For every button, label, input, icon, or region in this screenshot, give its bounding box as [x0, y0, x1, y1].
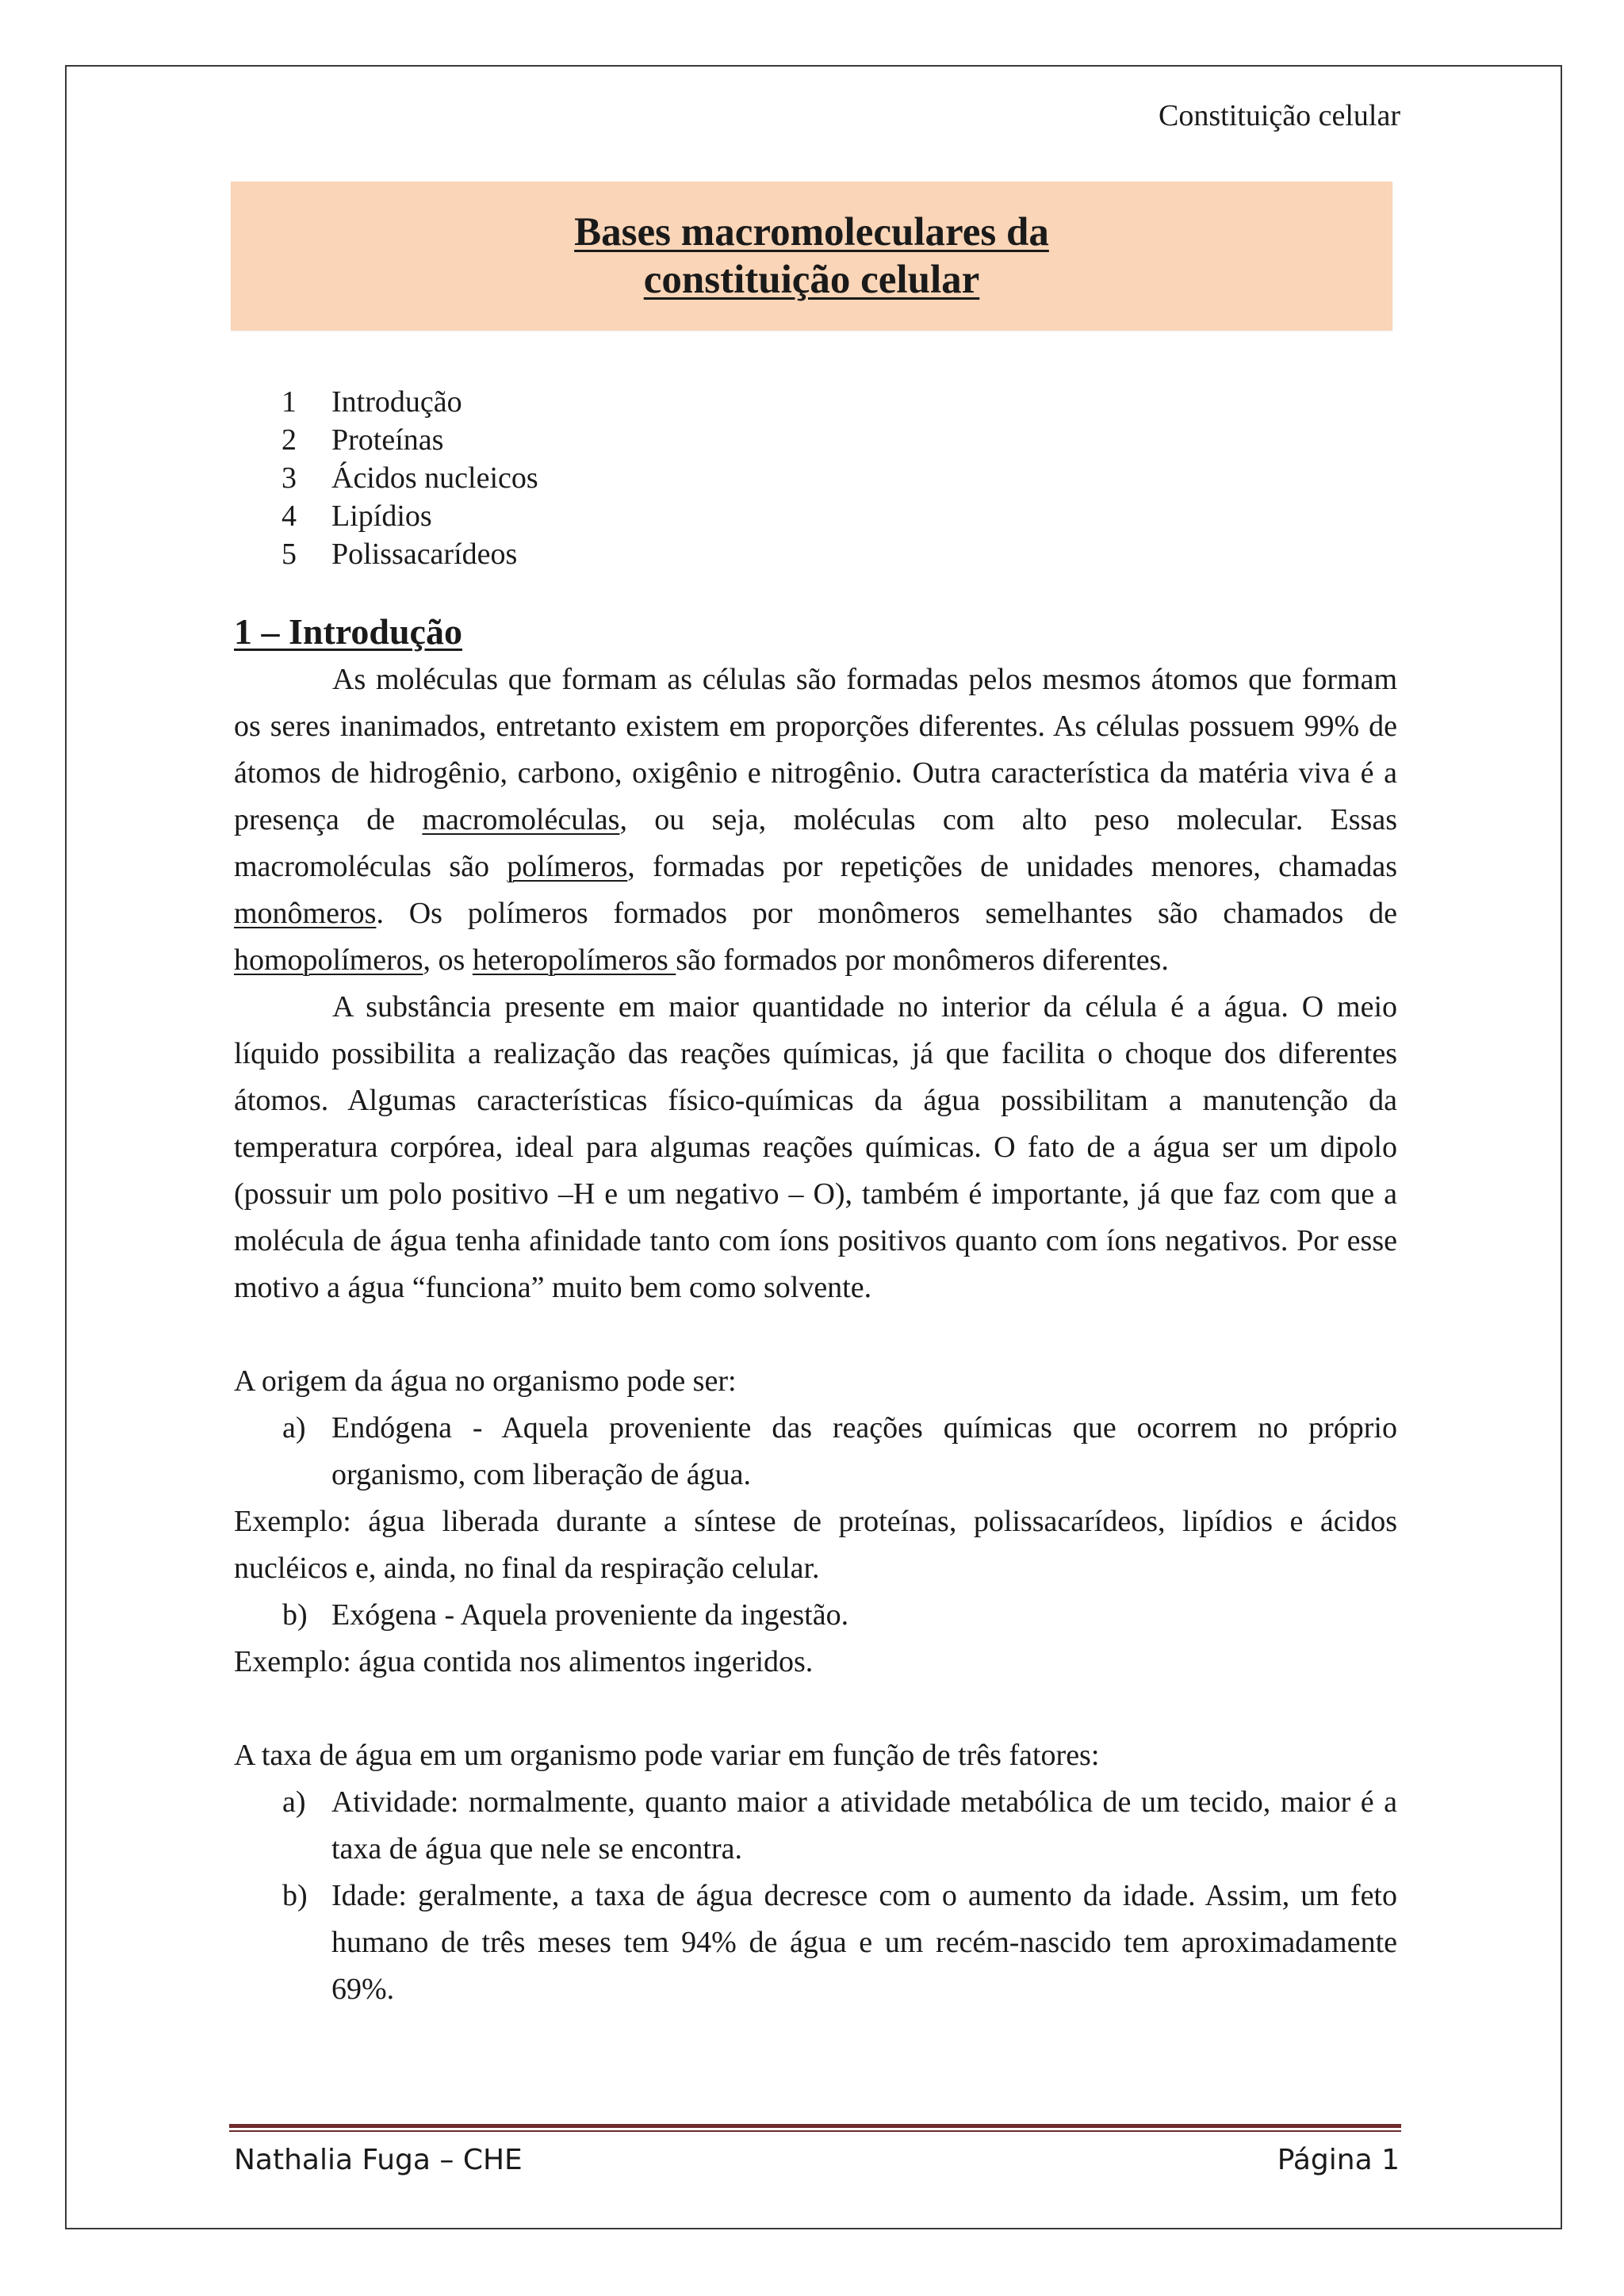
term-macromoleculas: macromoléculas	[422, 803, 620, 836]
spacer	[234, 1686, 1397, 1732]
toc-item	[282, 497, 538, 535]
toc-item	[282, 421, 538, 459]
text-run: , formadas por repetições de unidades menores, chamadas	[627, 850, 1397, 883]
list-marker: b)	[282, 1598, 308, 1632]
list-item	[234, 1405, 1397, 1498]
term-polimeros: polímeros	[507, 850, 628, 883]
term-heteropolimeros: heteropolímeros	[472, 943, 676, 977]
list-item	[234, 1779, 1397, 1873]
origin-endogenous: Endógena - Aquela proveniente das reações químicas que ocorrem no próprio organismo, com liberação de água.	[331, 1411, 1397, 1491]
term-monomeros: monômeros	[234, 897, 377, 930]
toc-number: 1	[282, 385, 297, 419]
rate-intro: A taxa de água em um organismo pode variar em função de três fatores:	[234, 1739, 1100, 1772]
footer-divider	[229, 2124, 1401, 2132]
toc-label: Polissacarídeos	[331, 538, 518, 571]
origin-intro: A origem da água no organismo pode ser:	[234, 1364, 737, 1398]
origin-exogenous: Exógena - Aquela proveniente da ingestão.	[331, 1598, 849, 1632]
toc-item	[282, 535, 538, 573]
list-marker: a)	[282, 1411, 306, 1445]
toc-label: Proteínas	[331, 423, 444, 457]
list-marker: a)	[282, 1785, 306, 1819]
origin-a-example: Exemplo: água liberada durante a síntese de proteínas, polissacarídeos, lipídios e ácidos nucléicos e, ainda, no final da respiração celular.	[234, 1505, 1397, 1585]
intro-paragraph-2: A substância presente em maior quantidade no interior da célula é a água. O meio líquido possibilita a realização das reações químicas, já que facilita o choque dos diferentes átomos. Algumas características físico-químicas da água possibilitam a manutenção da temperatura corpórea, ideal para algumas reações químicas. O fato de a água ser um dipolo (possuir um polo positivo –H e um negativo – O), também é importante, já que faz com que a molécula de água tenha afinidade tanto com íons positivos quanto com íons negativos. Por esse motivo a água “funciona” muito bem como solvente.	[234, 990, 1397, 1304]
intro-paragraph-1	[234, 656, 1397, 984]
list-item	[234, 1592, 1397, 1639]
running-header: Constituição celular	[1159, 99, 1400, 132]
footer-author: Nathalia Fuga – CHE	[234, 2144, 523, 2176]
text-run: . Os polímeros formados por monômeros semelhantes são chamados de	[376, 897, 1397, 930]
title-line-2: constituição celular	[643, 258, 980, 302]
list-marker: b)	[282, 1879, 308, 1912]
term-homopolimeros: homopolímeros	[234, 943, 423, 977]
title-box	[231, 182, 1392, 331]
rate-activity: Atividade: normalmente, quanto maior a atividade metabólica de um tecido, maior é a taxa de água que nele se encontra.	[331, 1785, 1397, 1866]
toc-number: 4	[282, 499, 297, 533]
text-run: , ou seja, moléculas com alto peso molecular. Essas macromoléculas são	[234, 803, 1397, 883]
toc-label: Introdução	[331, 385, 462, 419]
toc-number: 2	[282, 423, 297, 457]
toc-number: 3	[282, 461, 297, 495]
page-number: Página 1	[1277, 2144, 1400, 2176]
toc-item	[282, 383, 538, 421]
title-line-1: Bases macromoleculares da	[574, 210, 1049, 254]
section-heading: 1 – Introdução	[234, 611, 462, 652]
table-of-contents	[282, 383, 538, 573]
text-run: As moléculas que formam as células são formadas pelos mesmos átomos que formam os seres inanimados, entretanto existem em proporções diferentes. As células possuem 99% de átomos de hidrogênio, carbono, oxigênio e nitrogênio. Outra característica da matéria viva é a presença de	[234, 663, 1397, 836]
toc-item	[282, 459, 538, 497]
rate-age: Idade: geralmente, a taxa de água decresce com o aumento da idade. Assim, um feto humano de três meses tem 94% de água e um recém-nascido tem aproximadamente 69%.	[331, 1879, 1397, 2006]
toc-number: 5	[282, 538, 297, 571]
main-content	[234, 607, 1397, 2013]
text-run: , os	[423, 943, 473, 977]
toc-label: Lipídios	[331, 499, 432, 533]
origin-b-example: Exemplo: água contida nos alimentos ingeridos.	[234, 1645, 814, 1678]
toc-label: Ácidos nucleicos	[331, 461, 538, 495]
text-run: são formados por monômeros diferentes.	[676, 943, 1169, 977]
list-item	[234, 1873, 1397, 2013]
spacer	[234, 1311, 1397, 1358]
